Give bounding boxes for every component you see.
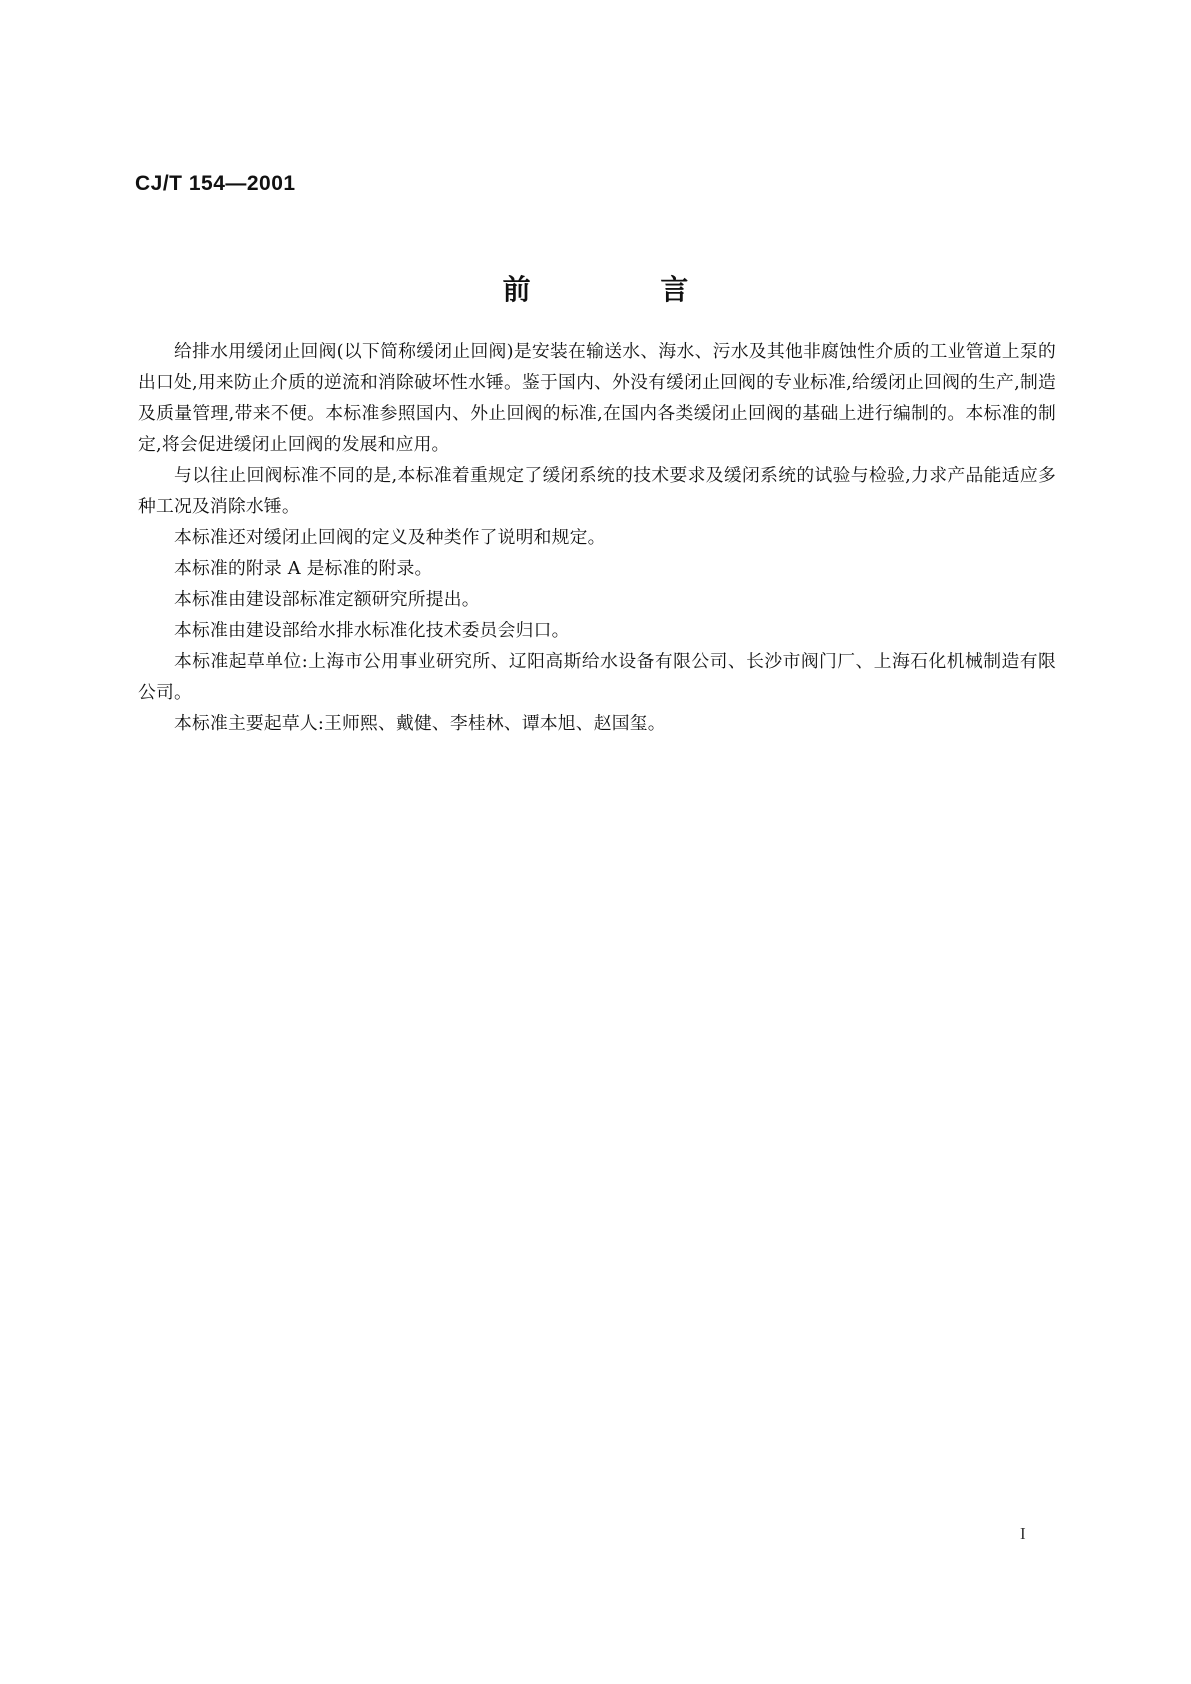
paragraph-definitions: 本标准还对缓闭止回阀的定义及种类作了说明和规定。 — [174, 527, 606, 548]
paragraph-appendix: 本标准的附录 A 是标准的附录。 — [174, 558, 433, 579]
foreword-body — [138, 336, 1056, 739]
paragraph-proposer: 本标准由建设部标准定额研究所提出。 — [174, 589, 480, 610]
page-number: I — [1020, 1524, 1026, 1543]
paragraph-differences: 与以往止回阀标准不同的是,本标准着重规定了缓闭系统的技术要求及缓闭系统的试验与检验,力求产品能适应多种工况及消除水锤。 — [138, 465, 1056, 517]
paragraph-drafters: 本标准主要起草人:王师熙、戴健、李桂林、谭本旭、赵国玺。 — [174, 713, 666, 734]
standard-code: CJ/T 154—2001 — [135, 172, 296, 195]
paragraph-intro: 给排水用缓闭止回阀(以下简称缓闭止回阀)是安装在输送水、海水、污水及其他非腐蚀性介质的工业管道上泵的出口处,用来防止介质的逆流和消除破坏性水锤。鉴于国内、外没有缓闭止回阀的专业标准,给缓闭止回阀的生产,制造及质量管理,带来不便。本标准参照国内、外止回阀的标准,在国内各类缓闭止回阀的基础上进行编制的。本标准的制定,将会促进缓闭止回阀的发展和应用。 — [138, 341, 1056, 455]
paragraph-drafting-units: 本标准起草单位:上海市公用事业研究所、辽阳高斯给水设备有限公司、长沙市阀门厂、上海石化机械制造有限公司。 — [138, 651, 1056, 703]
page-title: 前 言 — [502, 273, 749, 306]
paragraph-administrator: 本标准由建设部给水排水标准化技术委员会归口。 — [174, 620, 570, 641]
